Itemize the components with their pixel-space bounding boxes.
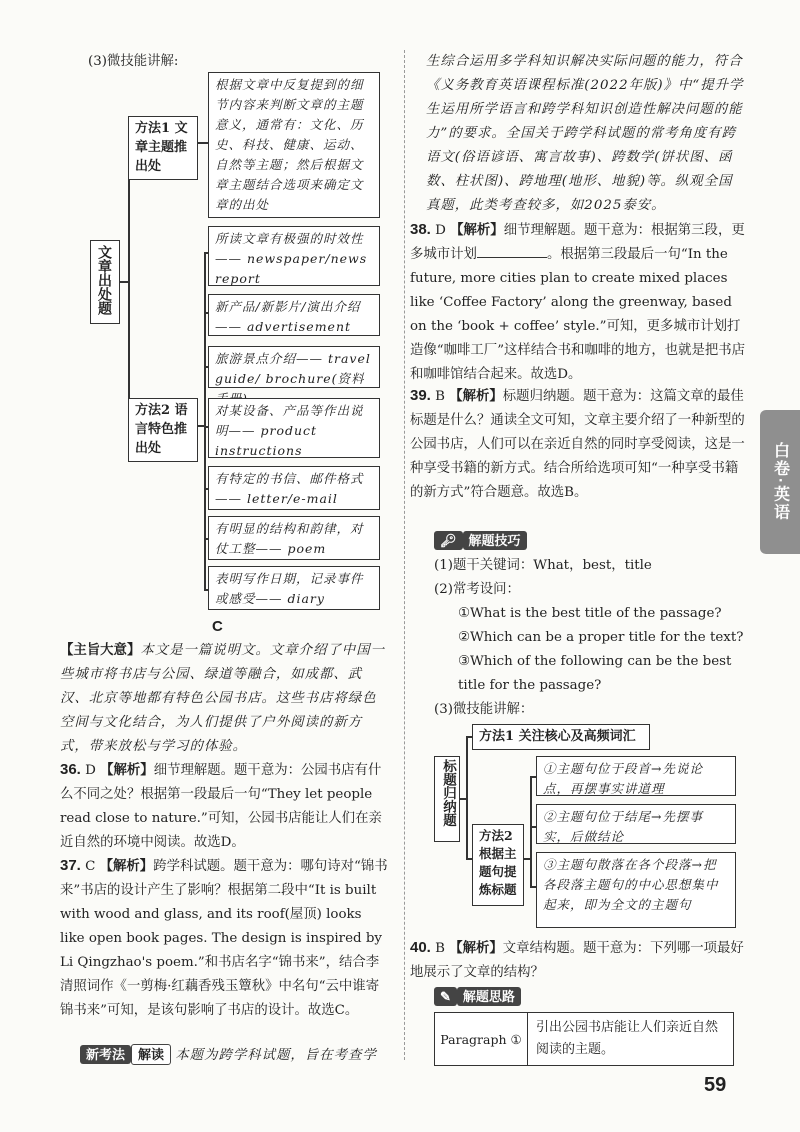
q39-tag: 【解析】	[449, 388, 503, 404]
q36-text: 细节理解题。题干意为：公园书店有什么不同之处？根据第一段最后一句“They let people read close to nature.”可知，公园书店能让人们在亲近自然的环境中阅读。故选D。	[60, 763, 382, 850]
mindmap2-item-2: ②主题句位于结尾→先摆事实，后做结论	[536, 804, 736, 844]
newexam-text: 本题为跨学科试题，旨在考查学	[175, 1048, 377, 1063]
source-item-2: 新产品/新影片/演出介绍—— advertisement	[208, 294, 380, 336]
tips-badge: 解题技巧	[463, 531, 527, 550]
notebook-icon: ✎	[434, 987, 457, 1006]
mindmap2-item-1: ①主题句位于段首→先说论点，再摆事实讲道理	[536, 756, 736, 796]
q40-text: 文章结构题。题干意为：下列哪一项最好地展示了文章的结构？	[410, 941, 744, 980]
q36-tag: 【解析】	[100, 762, 154, 778]
q40	[410, 936, 746, 985]
source-item-3: 旅游景点介绍—— travel guide/ brochure(资料	[208, 346, 380, 388]
source-item-5: 有特定的书信、邮件格式—— letter/e-mail	[208, 466, 380, 510]
tips-header	[434, 530, 527, 550]
tip1: (1)题干关键词：What，best，title	[434, 558, 652, 573]
q39-answer: B	[435, 389, 445, 404]
sub3-heading: (3)微技能讲解:	[88, 54, 179, 69]
q36-num: 36.	[60, 761, 81, 778]
table-col2: 引出公园书店能让人们亲近自然阅读的主题。	[536, 1020, 719, 1057]
q37-text: 跨学科试题。题干意为：哪句诗对“锦书来”书店的设计产生了影响？根据第二段中“It is built with wood and glass, and its roof(屋顶) looks like open book pages. The design is inspired by Li Qingzhao's poem.”和书店名字“锦书来”，结合李清照词作《一剪梅·红藕香残玉簟秋》中名句“云中谁寄锦书来”可知，是该句影响了书店的设计。故选C。	[60, 859, 388, 1018]
source-item-7: 表明写作日期，记录事件或感受—— diary	[208, 566, 380, 610]
q36	[60, 758, 390, 855]
method2-box: 方法2 语言特色推出处	[128, 398, 198, 462]
q40-num: 40.	[410, 939, 431, 956]
cont-paragraph: 生综合运用多学科知识解决实际问题的能力，符合《义务教育英语课程标准(2022年版)》中“提升学生运用所学语言和跨学科知识创造性解决问题的能力”的要求。全国关于跨学科试题的常考角度有跨语文(俗语谚语、寓言故事)、跨数学(饼状图、函数、柱状图)、跨地理(地形、地貌)等。纵观全国真题，此类考查较多，如2025泰安。	[426, 54, 744, 213]
source-item-6: 有明显的结构和韵律，对仗工整—— poem	[208, 516, 380, 560]
source-item-4: 对某设备、产品等作出说明—— product instructions	[208, 398, 380, 458]
q37	[60, 854, 390, 1023]
page-number: 59	[704, 1074, 727, 1096]
mindmap2-item-3: ③主题句散落在各个段落→把各段落主题句的中心思想集中起来，即为全文的主题句	[536, 852, 736, 928]
summary-paragraph	[60, 638, 390, 759]
q38-blank	[477, 257, 547, 258]
q38-num: 38.	[410, 221, 431, 238]
tips-list	[434, 554, 746, 722]
q39	[410, 384, 746, 505]
thinking-badge: 解题思路	[457, 987, 521, 1006]
q39-text: 标题归纳题。题干意为：这篇文章的最佳标题是什么？通读全文可知，文章主要介绍了一种新型的公园书店，人们可以在亲近自然的同时享受阅读，这是一种享受书籍的新方式。结合所给选项可知“一种享受书籍的新方式”符合题意。故选B。	[410, 389, 745, 500]
q40-tag: 【解析】	[449, 940, 503, 956]
q36-answer: D	[85, 763, 96, 778]
method1-box: 方法1 文章主题推出处	[128, 116, 198, 180]
table-col1: Paragraph ①	[435, 1013, 528, 1065]
mindmap-root: 文章出处题	[90, 240, 120, 324]
mindmap2-method1: 方法1 关注核心及高频词汇	[472, 724, 650, 750]
structure-table	[434, 1012, 734, 1066]
q37-answer: C	[85, 859, 96, 874]
q40-answer: B	[435, 941, 445, 956]
q39-num: 39.	[410, 387, 431, 404]
q38	[410, 218, 746, 387]
summary-text: 本文是一篇说明文。文章介绍了中国一些城市将书店与公园、绿道等融合，如成都、武汉、北京等地都有特色公园书店。这些书店将绿色空间与文化结合，为人们提供了户外阅读的新方式，带来放松与学习的体验。	[60, 643, 385, 754]
tip2-item-2: ②Which can be a proper title for the text?	[458, 630, 744, 645]
newexam-badge: 新考法	[80, 1045, 131, 1064]
section-letter: C	[212, 618, 223, 635]
q38-tag: 【解析】	[450, 222, 504, 238]
q37-tag: 【解析】	[99, 858, 154, 874]
column-divider	[404, 50, 405, 1060]
source-item-1: 所读文章有极强的时效性—— newspaper/news report	[208, 226, 380, 286]
mindmap2-method2: 方法2 根据主题句提炼标题	[472, 824, 524, 906]
newexam-note	[80, 1044, 400, 1068]
q38-text-a: 细节理解题。题干意为：根据第三段，更多城市计划	[410, 223, 745, 262]
tip2-item-1: ①What is the best title of the passage?	[458, 606, 722, 621]
method1-desc: 根据文章中反复提到的细节内容来判断文章的主题意义，通常有：文化、历史、科技、健康、运动、自然等主题；然后根据文章主题结合选项来确定文章的出处	[208, 72, 380, 218]
tip2: (2)常考设问：	[434, 582, 520, 597]
tip2-item-3: ③Which of the following can be the best title for the passage?	[458, 654, 732, 693]
mindmap2-root: 标题归纳题	[434, 756, 460, 842]
q38-answer: D	[435, 223, 446, 238]
q38-text-b: 。根据第三段最后一句“In the future, more cities plan to create mixed places like ‘Coffee Factory’ along the greenway, based on the ‘book + coffee’ style.”可知，更多城市计划打造像“咖啡工厂”这样结合书和咖啡的地方，也就是把书店和咖啡馆结合起来。故选D。	[410, 247, 746, 382]
newexam-label: 解读	[131, 1044, 171, 1065]
thinking-header	[434, 986, 521, 1006]
q37-num: 37.	[60, 857, 81, 874]
key-icon: 🔑︎	[434, 531, 463, 550]
summary-label: 【主旨大意】	[60, 642, 141, 658]
tip3: (3)微技能讲解：	[434, 702, 534, 717]
side-tab: 白卷·英语	[760, 410, 800, 554]
